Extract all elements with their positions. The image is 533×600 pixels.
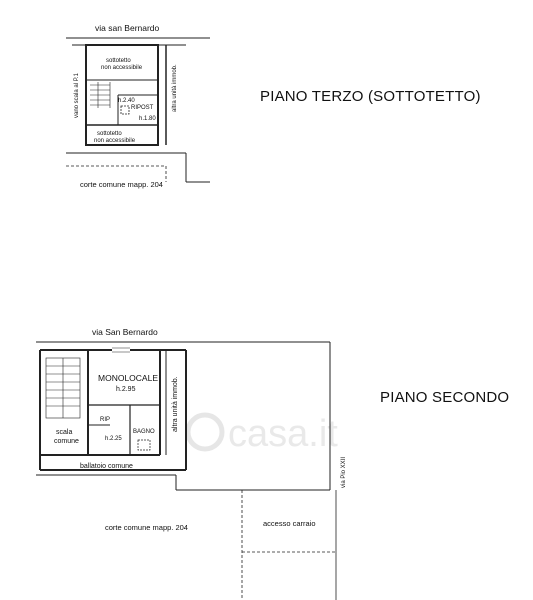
upper-stair-label: vano scala al P.1 [74, 73, 80, 118]
watermark [188, 413, 338, 455]
balcony-label: ballatoio comune [80, 463, 133, 470]
watermark-logo-icon [188, 415, 222, 449]
side-street-label: via Pio XXII [341, 456, 347, 488]
lower-plan-title: PIANO SECONDO [380, 389, 510, 406]
upper-attic-line2: non accessibile [101, 65, 143, 71]
upper-plan-title: PIANO TERZO (SOTTOTETTO) [260, 88, 481, 105]
stair-label-line1: scala [56, 429, 73, 436]
upper-attic-small-line2: non accessibile [94, 138, 136, 144]
bath-label: BAGNO [133, 429, 155, 435]
watermark-text: casa.it [228, 413, 338, 455]
unit-height-label: h.2.95 [116, 386, 136, 393]
closet-label: RIP [100, 417, 111, 423]
upper-attic-small-line1: sottotetto [97, 131, 122, 137]
driveway-label: accesso carraio [263, 519, 316, 528]
lower-floor-plan [36, 342, 336, 600]
upper-attic-line1: sottotetto [106, 58, 131, 64]
lower-street-label: via San Bernardo [92, 327, 158, 337]
stair-label-line2: comune [54, 438, 79, 445]
unit-label: MONOLOCALE [98, 373, 158, 383]
upper-courtyard-label: corte comune mapp. 204 [80, 180, 163, 189]
upper-neighbor-label: altra unità immob. [172, 64, 178, 112]
upper-height-right: h.1.80 [139, 116, 156, 122]
lower-neighbor-label: altra unità immob. [172, 376, 179, 432]
lower-courtyard-label: corte comune mapp. 204 [105, 523, 188, 532]
bath-height-label: h.2.25 [105, 436, 122, 442]
upper-height-left: h.2.40 [118, 98, 135, 104]
upper-storage-label: RIPOST [131, 105, 154, 111]
upper-street-label: via san Bernardo [95, 23, 160, 33]
